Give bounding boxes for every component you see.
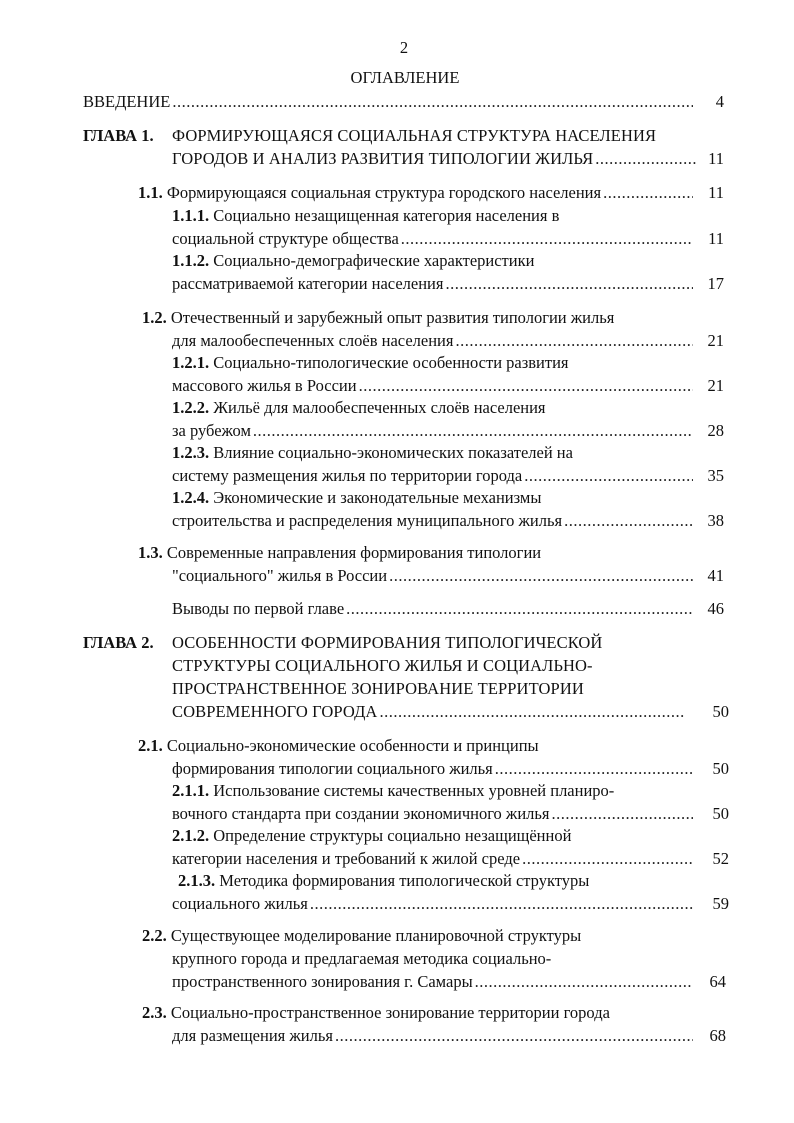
section-1-1-1-page: 11	[708, 229, 724, 248]
chapter-1-page: 11	[708, 149, 724, 168]
toc-entry-1-1-2[interactable]: 1.1.2. Социально-демографические характеристики	[172, 251, 535, 270]
section-1-1-number: 1.1.	[138, 183, 163, 202]
leader-dots	[552, 804, 693, 824]
leader-dots	[495, 759, 693, 779]
section-1-1-1-line2: социальной структуре общества	[172, 229, 399, 248]
section-1-2-1-line1: Социально-типологические особенности развития	[213, 353, 569, 372]
toc-entry-2-1-3[interactable]: 2.1.3. Методика формирования типологической структуры	[178, 871, 590, 890]
section-2-1-3-line1: Методика формирования типологической структуры	[219, 871, 590, 890]
section-1-2-line1: Отечественный и зарубежный опыт развития типологии жилья	[170, 308, 615, 327]
toc-entry-1-1[interactable]	[138, 183, 695, 203]
chapter-1-title-line2: ГОРОДОВ И АНАЛИЗ РАЗВИТИЯ ТИПОЛОГИИ ЖИЛЬЯ	[172, 149, 594, 168]
section-2-1-1-line1: Использование системы качественных уровней планиро-	[213, 781, 615, 800]
chapter-2-page: 50	[712, 702, 729, 721]
section-2-3-line1: Социально-пространственное зонирование территории города	[170, 1003, 610, 1022]
section-1-2-2-line2-row[interactable]	[172, 421, 695, 441]
section-2-1-2-line2-row[interactable]	[172, 849, 695, 869]
leader-dots	[603, 183, 693, 203]
section-2-2-line1: Существующее моделирование планировочной структуры	[170, 926, 582, 945]
section-1-3-line2: "социального" жилья в России	[172, 566, 388, 585]
section-1-2-1-line2-row[interactable]	[172, 376, 695, 396]
leader-dots	[401, 229, 693, 249]
section-1-2-line2-row[interactable]	[172, 331, 695, 351]
section-2-1-3-line2: социального жилья	[172, 894, 308, 913]
toc-entry-chapter-1[interactable]	[172, 149, 699, 169]
section-2-1-3-page: 59	[712, 894, 729, 913]
toc-entry-2-3[interactable]: 2.3. Социально-пространственное зонирование территории города	[142, 1003, 610, 1022]
introduction-label: ВВЕДЕНИЕ	[83, 92, 171, 111]
section-2-2-line3: пространственного зонирования г. Самары	[172, 972, 473, 991]
leader-dots	[595, 149, 697, 169]
toc-entry-1-2-3[interactable]: 1.2.3. Влияние социально-экономических показателей на	[172, 443, 573, 462]
section-1-2-1-page: 21	[707, 376, 724, 395]
section-2-2-line2[interactable]: крупного города и предлагаемая методика социально-	[172, 949, 552, 968]
toc-entry-1-1-1[interactable]: 1.1.1. Социально незащищенная категория населения в	[172, 206, 560, 225]
toc-entry-chapter-2[interactable]	[172, 702, 687, 722]
section-1-3-line2-row[interactable]	[172, 566, 695, 586]
section-1-2-3-line2-row[interactable]	[172, 466, 695, 486]
leader-dots	[310, 894, 693, 914]
section-1-2-2-line1: Жильё для малообеспеченных слоёв населения	[213, 398, 546, 417]
section-1-2-4-line2: строительства и распределения муниципального жилья	[172, 511, 563, 530]
toc-entry-2-2[interactable]: 2.2. Существующее моделирование планировочной структуры	[142, 926, 582, 945]
chapter-2-title-line2[interactable]: СТРУКТУРЫ СОЦИАЛЬНОГО ЖИЛЬЯ И СОЦИАЛЬНО-	[172, 656, 593, 675]
leader-dots	[172, 92, 693, 112]
section-2-3-line2: для размещения жилья	[172, 1026, 333, 1045]
section-1-1-page: 11	[708, 183, 724, 202]
section-1-1-2-line2-row[interactable]	[172, 274, 695, 294]
chapter-1-number: ГЛАВА 1.	[83, 126, 154, 145]
section-1-2-4-page: 38	[707, 511, 724, 530]
toc-heading: ОГЛАВЛЕНИЕ	[350, 68, 460, 87]
leader-dots	[379, 702, 685, 722]
toc-entry-2-1[interactable]: 2.1. Социально-экономические особенности и принципы	[138, 736, 539, 755]
section-2-1-page: 50	[712, 759, 729, 778]
section-1-2-4-line1: Экономические и законодательные механизмы	[213, 488, 542, 507]
section-1-2-3-line1: Влияние социально-экономических показателей на	[213, 443, 573, 462]
section-2-1-line2: формирования типологии социального жилья	[172, 759, 493, 778]
introduction-page: 4	[715, 92, 724, 111]
leader-dots	[524, 466, 693, 486]
section-2-3-line2-row[interactable]	[172, 1026, 695, 1046]
section-1-2-3-page: 35	[707, 466, 724, 485]
chapter-2-title-line1[interactable]: ОСОБЕННОСТИ ФОРМИРОВАНИЯ ТИПОЛОГИЧЕСКОЙ	[172, 633, 603, 652]
toc-entry-1-2-2[interactable]: 1.2.2. Жильё для малообеспеченных слоёв населения	[172, 398, 546, 417]
leader-dots	[335, 1026, 693, 1046]
toc-entry-1-3[interactable]: 1.3. Современные направления формирования типологии	[138, 543, 542, 562]
section-1-1-1-line2-row[interactable]	[172, 229, 695, 249]
page-number: 2	[399, 38, 409, 57]
section-2-1-3-line2-row[interactable]	[172, 894, 695, 914]
leader-dots	[253, 421, 693, 441]
section-1-2-3-line2: систему размещения жилья по территории города	[172, 466, 523, 485]
section-2-1-1-page: 50	[712, 804, 729, 823]
section-2-1-line2-row[interactable]	[172, 759, 695, 779]
section-2-1-1-line2-row[interactable]	[172, 804, 695, 824]
section-1-1-title: Формирующаяся социальная структура городского населения	[166, 183, 602, 202]
leader-dots	[475, 972, 693, 992]
section-2-1-line1: Социально-экономические особенности и принципы	[166, 736, 539, 755]
leader-dots	[389, 566, 693, 586]
toc-entry-1-2[interactable]: 1.2. Отечественный и зарубежный опыт развития типологии жилья	[142, 308, 615, 327]
chapter-2-number: ГЛАВА 2.	[83, 633, 154, 652]
section-1-2-page: 21	[707, 331, 724, 350]
chapter-2-title-line4: СОВРЕМЕННОГО ГОРОДА	[172, 702, 378, 721]
section-2-2-line3-row[interactable]	[172, 972, 695, 992]
section-1-1-1-line1: Социально незащищенная категория населения в	[213, 206, 560, 225]
chapter-1-title-line1[interactable]: ФОРМИРУЮЩАЯСЯ СОЦИАЛЬНАЯ СТРУКТУРА НАСЕЛЕНИЯ	[172, 126, 657, 145]
section-2-1-2-page: 52	[712, 849, 729, 868]
section-1-2-2-page: 28	[707, 421, 724, 440]
section-1-3-line1: Современные направления формирования типологии	[166, 543, 542, 562]
section-2-1-2-line1: Определение структуры социально незащищённой	[213, 826, 572, 845]
toc-entry-2-1-2[interactable]: 2.1.2. Определение структуры социально незащищённой	[172, 826, 572, 845]
leader-dots	[359, 376, 693, 396]
leader-dots	[522, 849, 693, 869]
conclusions-1-label: Выводы по первой главе	[172, 599, 345, 618]
section-1-2-line2: для малообеспеченных слоёв населения	[172, 331, 454, 350]
conclusions-1-page: 46	[707, 599, 724, 618]
leader-dots	[445, 274, 693, 294]
toc-entry-1-2-1[interactable]: 1.2.1. Социально-типологические особенности развития	[172, 353, 569, 372]
leader-dots	[346, 599, 693, 619]
toc-entry-1-2-4[interactable]: 1.2.4. Экономические и законодательные механизмы	[172, 488, 542, 507]
section-2-3-page: 68	[709, 1026, 726, 1045]
leader-dots	[455, 331, 693, 351]
chapter-2-title-line3[interactable]: ПРОСТРАНСТВЕННОЕ ЗОНИРОВАНИЕ ТЕРРИТОРИИ	[172, 679, 584, 698]
section-1-2-1-line2: массового жилья в России	[172, 376, 357, 395]
leader-dots	[564, 511, 693, 531]
section-1-1-2-line2: рассматриваемой категории населения	[172, 274, 444, 293]
section-1-1-2-line1: Социально-демографические характеристики	[213, 251, 535, 270]
section-1-2-4-line2-row[interactable]	[172, 511, 695, 531]
section-2-1-2-line2: категории населения и требований к жилой среде	[172, 849, 521, 868]
toc-entry-introduction[interactable]	[83, 92, 695, 112]
section-1-1-2-page: 17	[707, 274, 724, 293]
section-2-1-1-line2: вочного стандарта при создании экономичного жилья	[172, 804, 550, 823]
toc-entry-conclusions-1[interactable]	[172, 599, 695, 619]
section-1-3-page: 41	[707, 566, 724, 585]
section-2-2-page: 64	[709, 972, 726, 991]
toc-entry-2-1-1[interactable]: 2.1.1. Использование системы качественных уровней планиро-	[172, 781, 615, 800]
section-1-2-2-line2: за рубежом	[172, 421, 251, 440]
